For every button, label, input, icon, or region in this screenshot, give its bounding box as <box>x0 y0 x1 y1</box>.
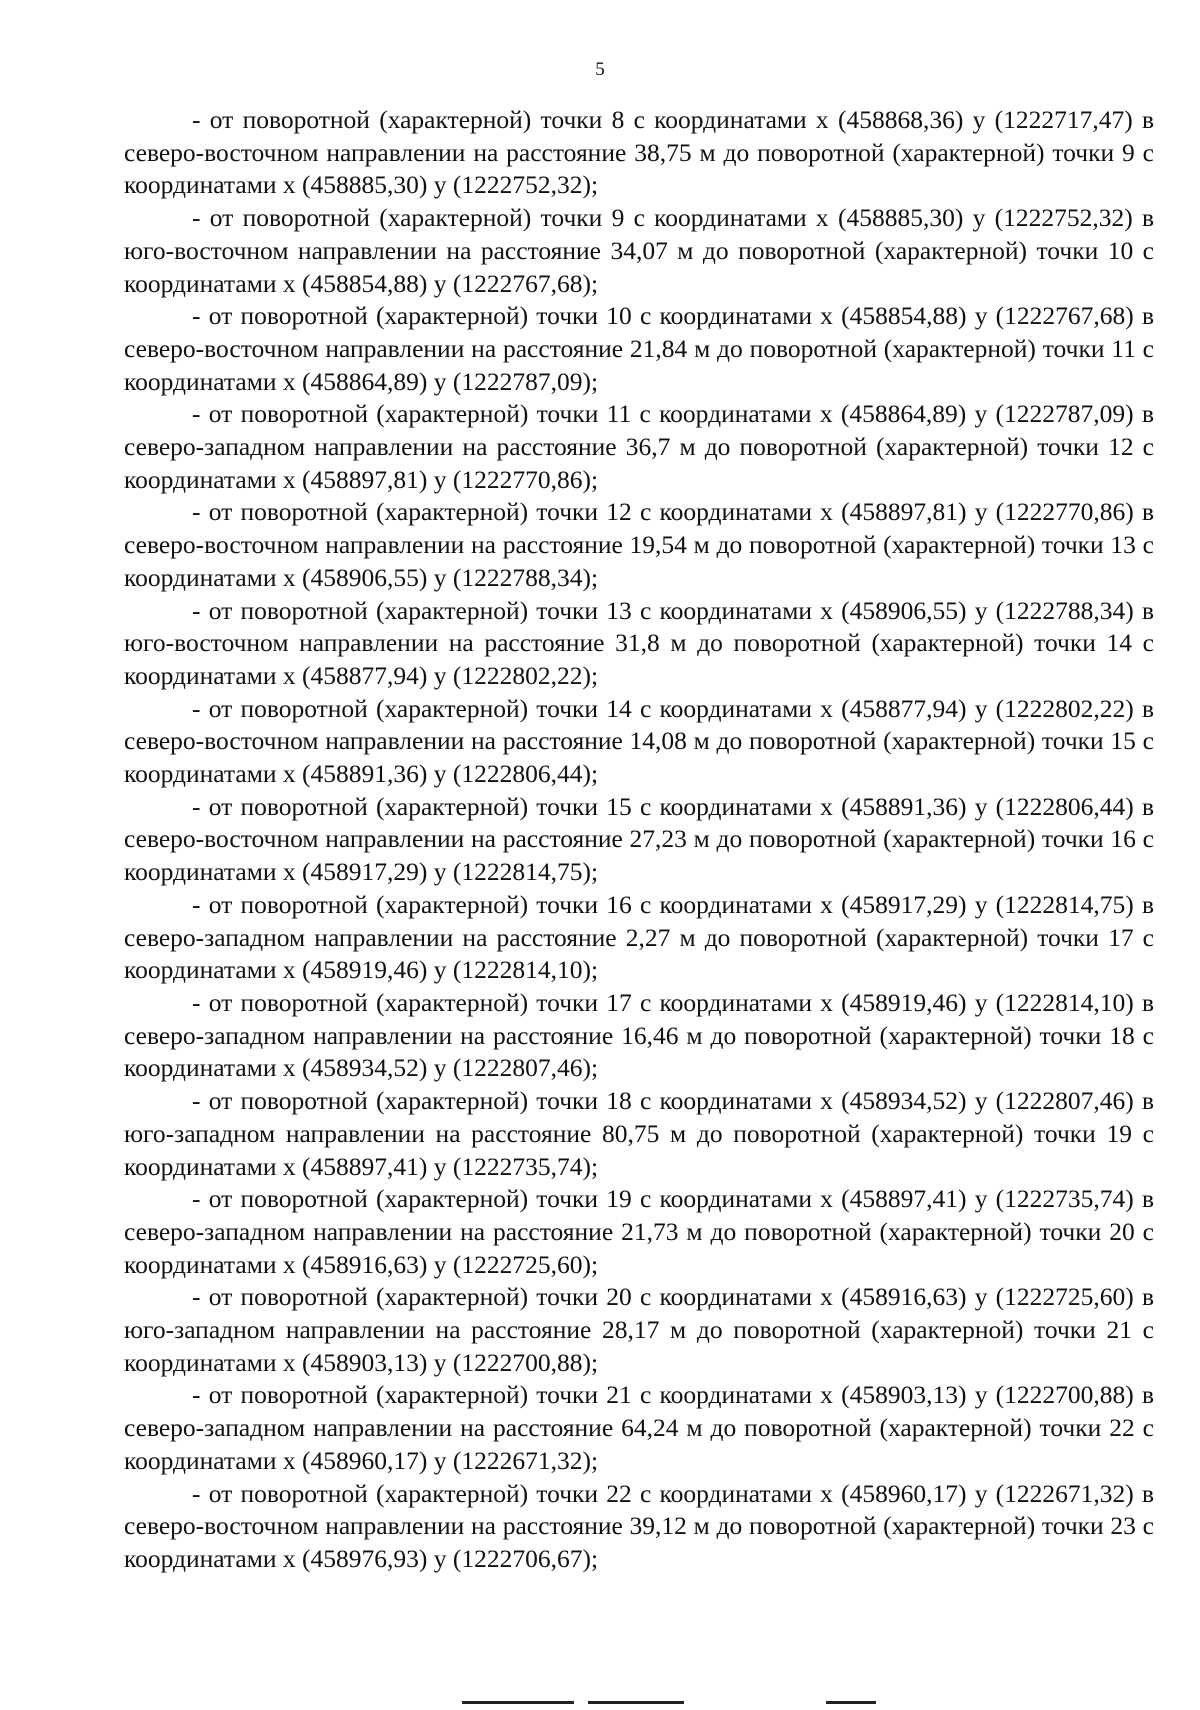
paragraph-point-22: - от поворотной (характерной) точки 22 с координатами x (458960,17) y (1222671,32) в северо-восточном направлении на расстояние 39,12 м до поворотной (характерной) точки 23 с координатами x (458976,93) y (1222706,67); <box>124 1478 1154 1573</box>
paragraph-point-19: - от поворотной (характерной) точки 19 с координатами x (458897,41) y (1222735,74) в северо-западном направлении на расстояние 21,73 м до поворотной (характерной) точки 20 с координатами x (458916,63) y (1222725,60); <box>124 1184 1154 1279</box>
scan-artifacts <box>0 1692 1200 1710</box>
paragraph-point-14: - от поворотной (характерной) точки 14 с координатами x (458877,94) y (1222802,22) в северо-восточном направлении на расстояние 14,08 м до поворотной (характерной) точки 15 с координатами x (458891,36) y (1222806,44); <box>124 693 1154 789</box>
page-number: 5 <box>595 59 605 80</box>
paragraph-point-12: - от поворотной (характерной) точки 12 с координатами x (458897,81) y (1222770,86) в северо-восточном направлении на расстояние 19,54 м до поворотной (характерной) точки 13 с координатами x (458906,55) y (1222788,34); <box>124 497 1154 592</box>
paragraph-point-16: - от поворотной (характерной) точки 16 с координатами x (458917,29) y (1222814,75) в северо-западном направлении на расстояние 2,27 м до поворотной (характерной) точки 17 с координатами x (458919,46) y (1222814,10); <box>124 889 1154 985</box>
paragraph-point-15: - от поворотной (характерной) точки 15 с координатами x (458891,36) y (1222806,44) в северо-восточном направлении на расстояние 27,23 м до поворотной (характерной) точки 16 с координатами x (458917,29) y (1222814,75); <box>124 791 1154 887</box>
document-body <box>124 104 1154 1576</box>
paragraph-point-9: - от поворотной (характерной) точки 9 с координатами x (458885,30) y (1222752,32) в юго-восточном направлении на расстояние 34,07 м до поворотной (характерной) точки 10 с координатами x (458854,88) y (1222767,68); <box>124 203 1154 298</box>
paragraph-point-20: - от поворотной (характерной) точки 20 с координатами x (458916,63) y (1222725,60) в юго-западном направлении на расстояние 28,17 м до поворотной (характерной) точки 21 с координатами x (458903,13) y (1222700,88); <box>124 1282 1154 1377</box>
paragraph-point-17: - от поворотной (характерной) точки 17 с координатами x (458919,46) y (1222814,10) в северо-западном направлении на расстояние 16,46 м до поворотной (характерной) точки 18 с координатами x (458934,52) y (1222807,46); <box>124 987 1154 1083</box>
paragraph-point-18: - от поворотной (характерной) точки 18 с координатами x (458934,52) y (1222807,46) в юго-западном направлении на расстояние 80,75 м до поворотной (характерной) точки 19 с координатами x (458897,41) y (1222735,74); <box>124 1086 1154 1181</box>
paragraph-point-13: - от поворотной (характерной) точки 13 с координатами x (458906,55) y (1222788,34) в юго-восточном направлении на расстояние 31,8 м до поворотной (характерной) точки 14 с координатами x (458877,94) y (1222802,22); <box>124 595 1154 690</box>
scan-mark <box>462 1701 574 1704</box>
paragraph-point-10: - от поворотной (характерной) точки 10 с координатами x (458854,88) y (1222767,68) в северо-восточном направлении на расстояние 21,84 м до поворотной (характерной) точки 11 с координатами x (458864,89) y (1222787,09); <box>124 301 1154 396</box>
scan-mark <box>588 1701 684 1704</box>
paragraph-point-21: - от поворотной (характерной) точки 21 с координатами x (458903,13) y (1222700,88) в северо-западном направлении на расстояние 64,24 м до поворотной (характерной) точки 22 с координатами x (458960,17) y (1222671,32); <box>124 1380 1154 1475</box>
scan-mark <box>826 1701 876 1704</box>
paragraph-point-8: - от поворотной (характерной) точки 8 с координатами x (458868,36) y (1222717,47) в северо-восточном направлении на расстояние 38,75 м до поворотной (характерной) точки 9 с координатами x (458885,30) y (1222752,32); <box>124 105 1154 200</box>
paragraph-point-11: - от поворотной (характерной) точки 11 с координатами x (458864,89) y (1222787,09) в северо-западном направлении на расстояние 36,7 м до поворотной (характерной) точки 12 с координатами x (458897,81) y (1222770,86); <box>124 399 1154 494</box>
